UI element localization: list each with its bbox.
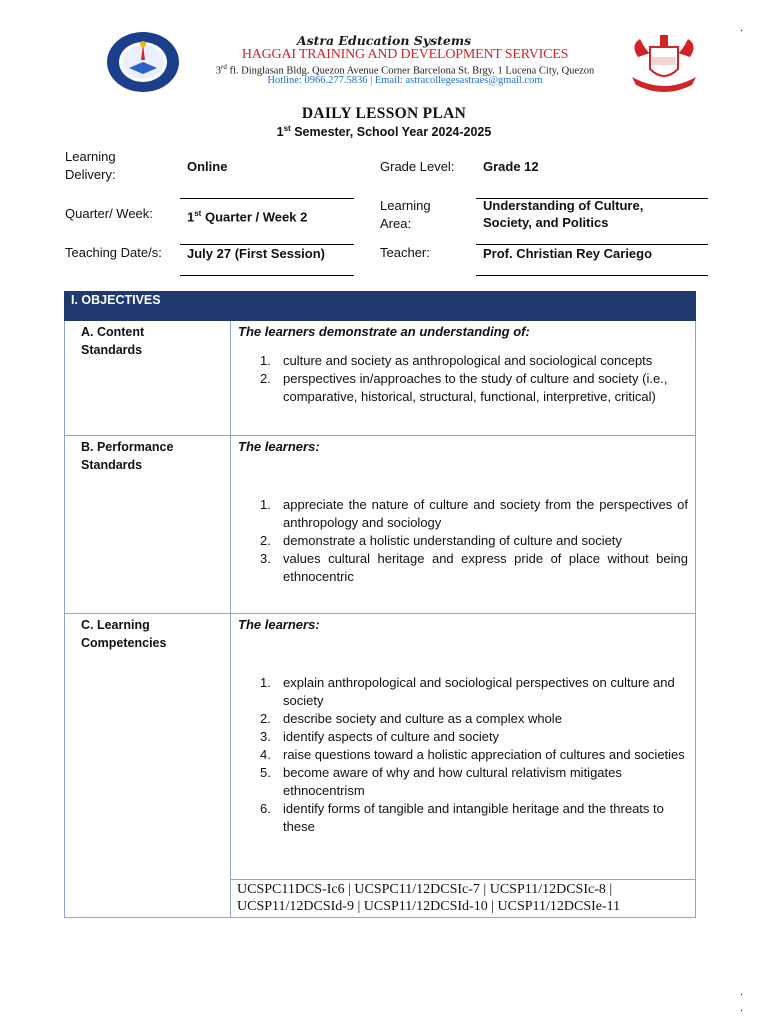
organization-name: HAGGAI TRAINING AND DEVELOPMENT SERVICES [241, 47, 569, 62]
teacher-underline [476, 275, 708, 276]
document-subtitle: 1st Semester, School Year 2024-2025 [276, 124, 492, 140]
list-item: 6. identify forms of tangible and intangible heritage and the threats to these [260, 801, 664, 834]
organization-address: 3rd fl. Dinglasan Bldg. Quezon Avenue Corner Barcelona St. Brgy. 1 Lucena City, Quezon [215, 63, 595, 77]
learning-competencies-row [65, 614, 696, 880]
performance-standards-lead: The learners: [238, 439, 320, 454]
learning-delivery-value: Online [187, 159, 228, 174]
teacher-value: Prof. Christian Rey Cariego [483, 246, 653, 261]
content-standards-row [65, 321, 696, 436]
performance-standards-row [65, 436, 696, 614]
organization-contact: Hotline: 0966.277.5836 | Email: astracollegesastraes@gmail.com [267, 75, 543, 86]
grade-level-label: Grade Level: [380, 159, 455, 174]
margin-mark: . [740, 1002, 744, 1014]
margin-mark: . [740, 986, 744, 998]
list-item: 1. appreciate the nature of culture and society from the perspectives of anthropology and sociology [260, 497, 688, 530]
content-standards-list [238, 352, 688, 406]
list-item: 3. values cultural heritage and express pride of place without being ethnocentric [260, 551, 688, 584]
content-standards-lead: The learners demonstrate an understanding of: [238, 324, 530, 339]
list-item: 2. demonstrate a holistic understanding of culture and society [260, 533, 622, 548]
objectives-header-row [65, 292, 696, 321]
teacher-label: Teacher: [380, 245, 430, 260]
list-item: 4. raise questions toward a holistic appreciation of cultures and societies [260, 747, 685, 762]
quarter-week-label: Quarter/ Week: [65, 206, 153, 221]
company-name: Astra Education Systems [296, 33, 472, 48]
margin-mark: . [740, 22, 744, 34]
learning-area-value: Understanding of Culture, Society, and Politics [483, 198, 644, 230]
learning-competencies-list [238, 674, 688, 836]
learning-competencies-label: C. Learning Competencies [81, 618, 167, 650]
quarter-week-value: 1st Quarter / Week 2 [187, 209, 308, 225]
document-title: DAILY LESSON PLAN [301, 105, 467, 122]
objectives-table [64, 291, 696, 918]
list-item: 3. identify aspects of culture and society [260, 729, 500, 744]
list-item: 5. become aware of why and how cultural relativism mitigates ethnocentrism [260, 765, 622, 798]
learning-competencies-lead: The learners: [238, 617, 320, 632]
list-item: 1. explain anthropological and sociological perspectives on culture and society [260, 675, 675, 708]
competency-codes: UCSPC11DCS-Ic6 | UCSPC11/12DCSIc-7 | UCSP11/12DCSIc-8 | UCSP11/12DCSId-9 | UCSP11/12DCSId-10 | UCSP11/12DCSIe-11 [231, 880, 696, 918]
teaching-dates-label: Teaching Date/s: [65, 245, 162, 260]
teaching-dates-underline [180, 275, 354, 276]
list-item: 1. culture and society as anthropological and sociological concepts [260, 353, 653, 368]
learning-delivery-label: Learning Delivery: [65, 149, 116, 182]
grade-level-value: Grade 12 [483, 159, 539, 174]
learning-area-label: Learning Area: [380, 198, 431, 231]
performance-standards-label: B. Performance Standards [81, 440, 174, 472]
list-item: 2. perspectives in/approaches to the study of culture and society (i.e., comparative, historical, structural, functional, interpretive, critical) [260, 371, 668, 404]
objectives-header: I. OBJECTIVES [71, 293, 161, 307]
teaching-dates-value: July 27 (First Session) [187, 246, 325, 261]
learning-delivery-underline [180, 198, 354, 199]
list-item: 2. describe society and culture as a complex whole [260, 711, 562, 726]
performance-standards-list [238, 496, 688, 586]
content-standards-label: A. Content Standards [81, 325, 145, 357]
